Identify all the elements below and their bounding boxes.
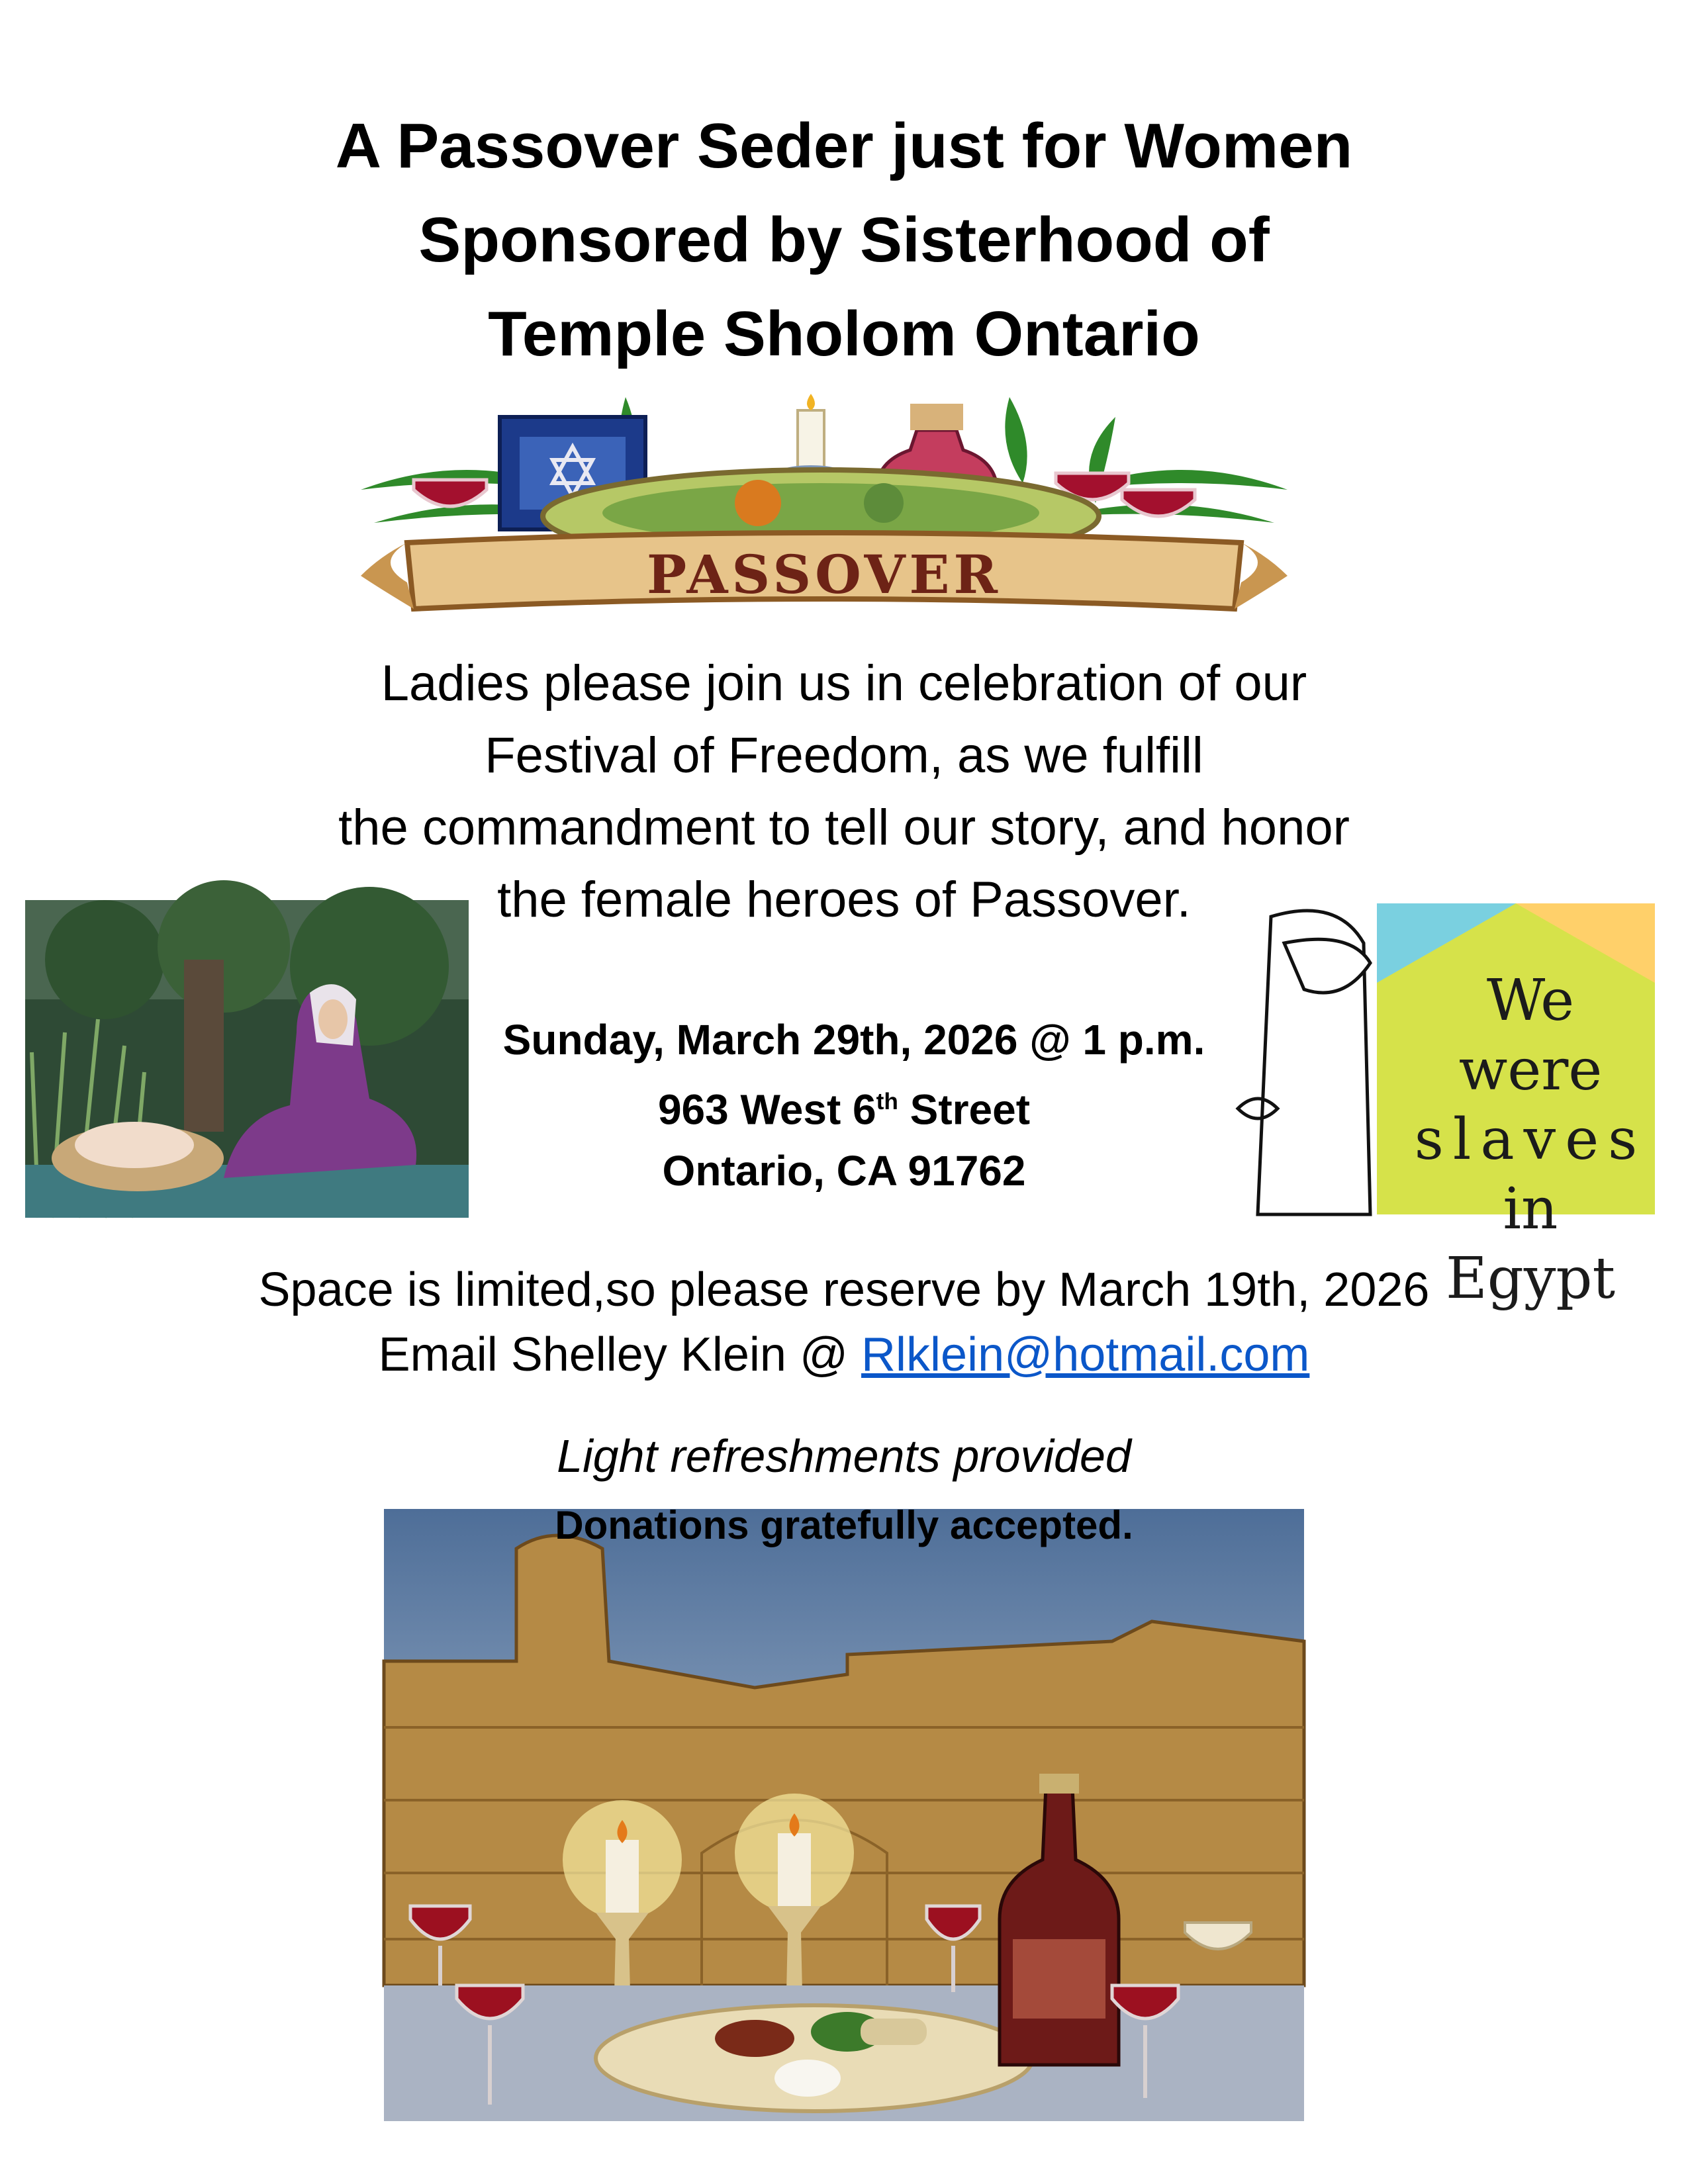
intro-line-3: the commandment to tell our story, and honor [338,799,1350,856]
title-line-3: Temple Sholom Ontario [488,298,1200,369]
intro-line-2: Festival of Freedom, as we fulfill [485,727,1203,784]
contact-label: Email Shelley Klein @ [378,1328,862,1381]
flyer-title [0,99,1688,381]
sign-line-2: slaves [1414,1107,1647,1173]
address-ordinal: th [876,1089,898,1115]
donations-note: Donations gratefully accepted. [555,1503,1133,1547]
event-address [0,1071,1688,1140]
refreshments-note: Light refreshments provided [557,1430,1131,1482]
intro-line-4: the female heroes of Passover. [497,872,1191,928]
address-street-name: Street [898,1085,1031,1134]
passover-banner-image [334,390,1314,629]
title-line-2: Sponsored by Sisterhood of [418,205,1270,275]
banner-text: PASSOVER [646,543,1002,606]
seder-table-image [384,1509,1304,2121]
reservation-contact [0,1322,1688,1387]
event-details [0,1009,1688,1202]
title-line-1: A Passover Seder just for Women [335,111,1353,181]
email-link[interactable]: Rlklein@hotmail.com [861,1328,1310,1381]
event-city: Ontario, CA 91762 [662,1147,1026,1195]
sign-line-3: in Egypt [1445,1176,1616,1312]
intro-line-1: Ladies please join us in celebration of our [381,655,1307,711]
address-street-number: 963 West 6 [657,1085,876,1134]
reservation-info [0,1257,1688,1387]
reservation-deadline: Space is limited,so please reserve by March 19th, 2026 [258,1263,1430,1316]
event-date: Sunday, March 29th, 2026 @ 1 p.m. [502,1016,1205,1064]
sign-line-1: We were [1458,968,1603,1103]
